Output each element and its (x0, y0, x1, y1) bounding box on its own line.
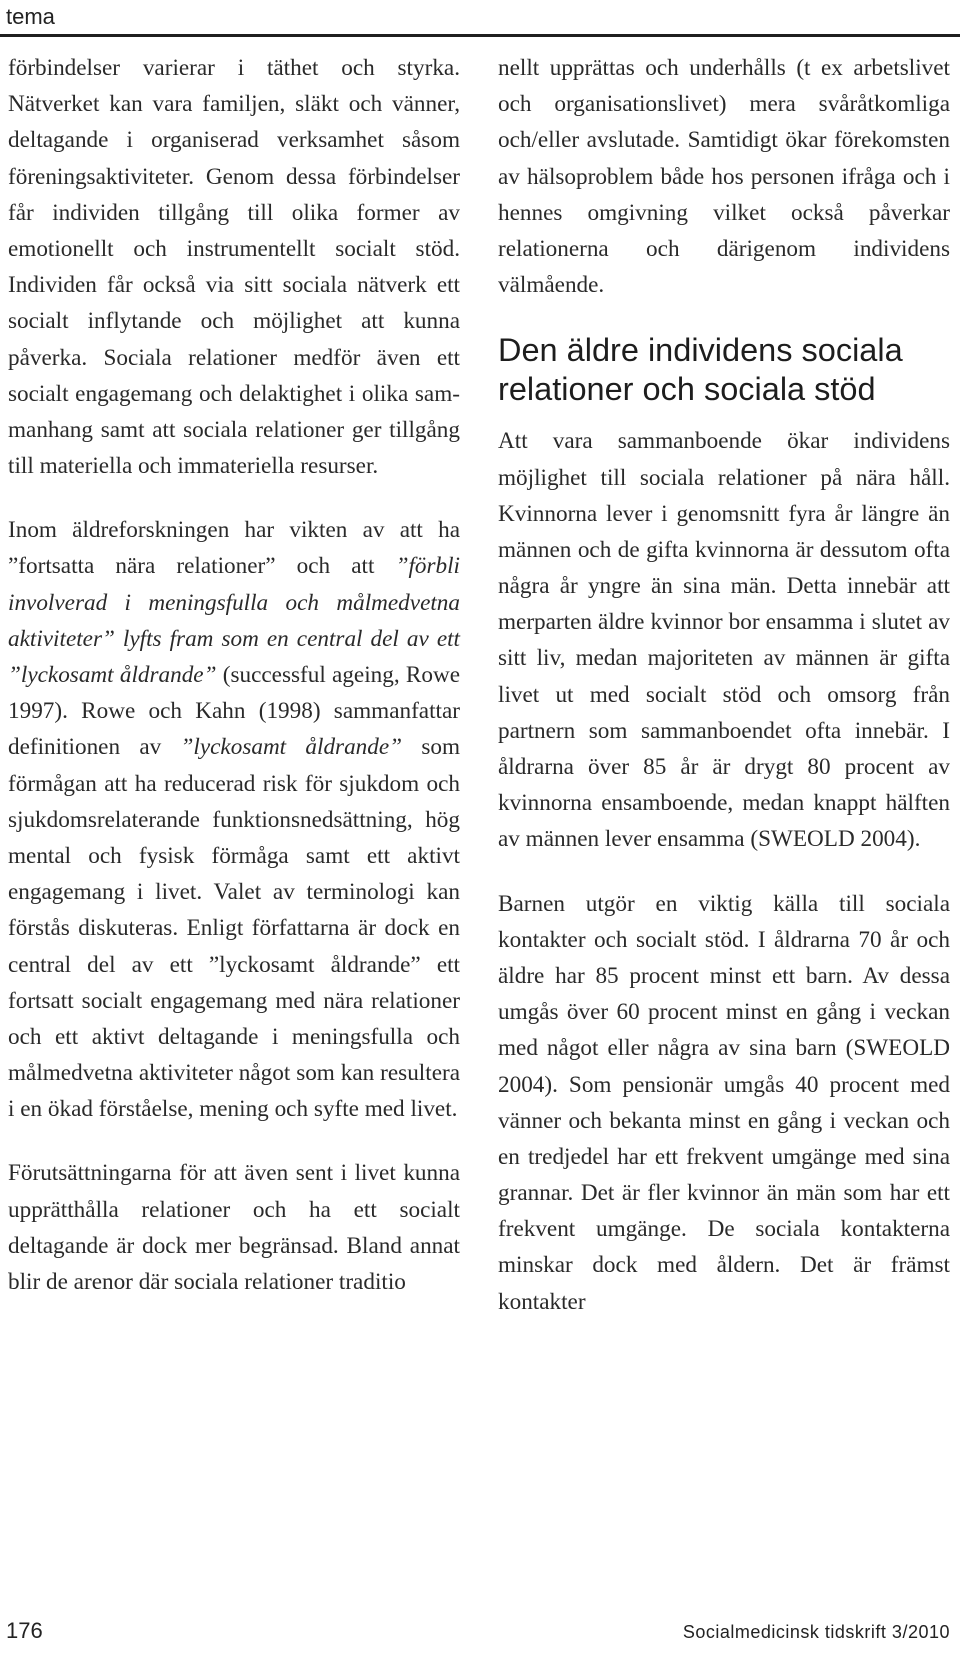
section-heading: Den äldre individens sociala relationer och sociala stöd (498, 332, 903, 408)
left-paragraph-3: Förutsättningarna för att även sent i livet kunna upprätthålla relationer och ha ett socialt deltagande är dock mer begränsad. Bland annat blir de arenor där sociala relationer traditio (8, 1160, 460, 1295)
page-number: 176 (6, 1618, 43, 1643)
journal-name: Socialmedicinsk tidskrift 3/2010 (682, 1622, 950, 1642)
left-paragraph-2-text-e: som förmågan att ha reducerad risk för sjukdom och sjukdomsrelaterande funktionsnedsättning, hög mental och fysisk förmåga samt ett aktivt engagemang i livet. Valet av terminologi kan förstås diskuteras. Enligt författarna är dock en central del av ett ”lyckosamt åldrande” ett fortsatt socialt engagemang med nära relationer och ett aktivt deltagande i meningsfulla och målmedvetna aktiviteter något som kan resultera i en ökad förståelse, mening och syfte med livet. (8, 734, 460, 1123)
header-rule (0, 34, 960, 37)
left-paragraph-2-italic-term: ”lyckosamt åldrande” (180, 734, 403, 761)
right-paragraph-2: Att vara sammanboende ökar individens möjlighet till sociala relationer på nära håll. Kvinnorna lever i genomsnitt fyra år längre än männen och de gifta kvinnorna är dessutom ofta några år yngre än sina män. Detta innebär att merparten äldre kvinnor bor ensamma i slutet av sitt liv, medan majoriteten av männen är gifta livet ut med socialt stöd och omsorg från partnern som sammanboendet ofta innebär. I åldrarna över 85 år är drygt 80 procent av kvinnorna ensamboende, medan knappt hälften av männen lever ensamma (SWEOLD 2004). (498, 428, 950, 853)
left-paragraph-2 (8, 512, 460, 1127)
right-paragraph-1: nellt upprättas och underhålls (t ex arbetslivet och organisationslivet) mera svåråtkomliga och/eller avslutade. Samtidigt ökar förekomsten av hälsoproblem både hos personen ifråga och i hennes omgivning vilket också påverkar relationerna och därigenom individens välmående. (498, 55, 950, 299)
left-paragraph-2-text-c: (successful ageing, Rowe 1997). Rowe och Kahn (1998) sammanfattar definitionen av (8, 662, 460, 761)
left-paragraph-2-italic-quote: ”förbli involverad i meningsfulla och målmedvetna aktiviteter” lyfts fram som en central del av ett ”lyckosamt åldrande” (8, 553, 460, 688)
left-column (8, 50, 460, 1328)
right-column (498, 50, 950, 1348)
left-paragraph-2-text-a: Inom äldreforskningen har vikten av att ha ”fortsatta nära relationer” och att (8, 517, 460, 580)
left-paragraph-1: förbindelser varierar i täthet och styrka. Nätverket kan vara familjen, släkt och vänner, deltagande i organiserad verksamhet såsom föreningsaktiviteter. Genom dessa förbindelser får individen tillgång till olika former av emotionellt och instrumentellt socialt stöd. Individen får också via sitt sociala nätverk ett socialt inflytande och möjlighet att kunna påverka. Sociala relationer medför även ett socialt engagemang och delaktighet i olika sammanhang samt att sociala relationer ger tillgång till materiella och immateriella resurser. (8, 55, 460, 480)
right-paragraph-3: Barnen utgör en viktig källa till sociala kontakter och socialt stöd. I åldrarna 70 år och äldre har 85 procent minst ett barn. Av dessa umgås över 60 procent minst en gång i veckan med något eller några av sina barn (SWEOLD 2004). Som pensionär umgås 40 procent med vänner och bekanta minst en gång i veckan och en tredjedel har ett frekvent umgänge med sina grannar. Det är fler kvinnor än män som har ett frekvent umgänge. De sociala kontakterna minskar dock med åldern. Det är främst kontakter (498, 890, 950, 1315)
section-tag: tema (6, 4, 55, 29)
